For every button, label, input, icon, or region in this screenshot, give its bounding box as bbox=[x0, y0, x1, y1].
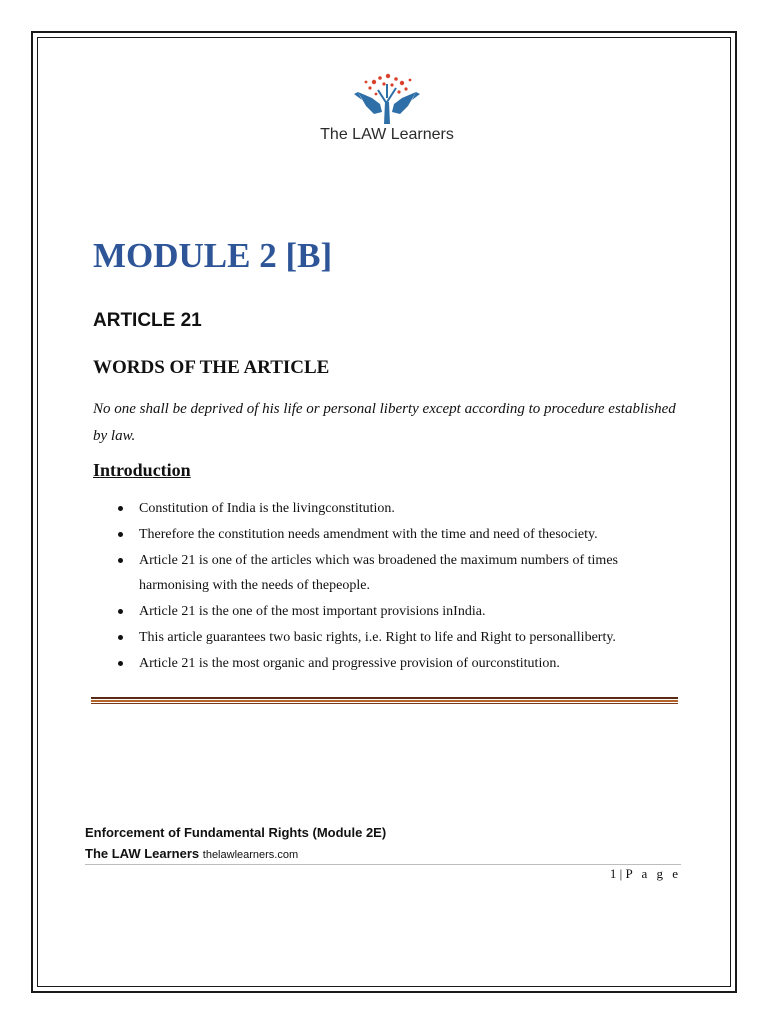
bullet-text: This article guarantees two basic rights, i.e. Right to life and Right to personalliberty. bbox=[139, 630, 616, 645]
intro-heading: Introduction bbox=[93, 460, 191, 480]
footer-module-title: Enforcement of Fundamental Rights (Module 2E) bbox=[85, 825, 387, 840]
article-title: ARTICLE 21 bbox=[93, 310, 202, 331]
section-divider bbox=[91, 700, 678, 702]
tree-hands-icon bbox=[344, 72, 430, 128]
bullet-text: Constitution of India is the livingconstitution. bbox=[139, 501, 395, 516]
bullet-icon bbox=[118, 532, 123, 537]
list-item bbox=[93, 522, 683, 547]
page-label: P a g e bbox=[625, 866, 681, 881]
words-heading: WORDS OF THE ARTICLE bbox=[93, 357, 330, 378]
bullet-icon bbox=[118, 609, 123, 614]
list-item bbox=[93, 599, 683, 624]
footer-brand: The LAW Learners bbox=[85, 846, 200, 861]
list-item bbox=[93, 548, 683, 598]
footer-brand-line bbox=[85, 845, 298, 864]
list-item bbox=[93, 625, 683, 650]
bullet-icon bbox=[118, 661, 123, 666]
section-divider bbox=[91, 697, 678, 699]
footer-site-link[interactable]: thelawlearners.com bbox=[202, 849, 299, 861]
page-number-separator: | bbox=[619, 866, 623, 881]
list-item bbox=[93, 496, 683, 521]
footer-divider bbox=[85, 864, 681, 865]
bullet-text: Article 21 is the most organic and progressive provision of ourconstitution. bbox=[139, 656, 560, 671]
bullet-text: Therefore the constitution needs amendment with the time and need of thesociety. bbox=[139, 527, 598, 542]
logo bbox=[320, 72, 454, 152]
module-title: MODULE 2 [B] bbox=[93, 236, 333, 275]
page-number bbox=[560, 866, 681, 882]
bullet-icon bbox=[118, 506, 123, 511]
bullet-text: Article 21 is one of the articles which was broadened the maximum numbers of times harmonising with the needs of thepeople. bbox=[139, 553, 618, 593]
bullet-icon bbox=[118, 558, 123, 563]
article-text: No one shall be deprived of his life or personal liberty except according to procedure established by law. bbox=[93, 401, 676, 444]
bullet-icon bbox=[118, 635, 123, 640]
list-item bbox=[93, 651, 683, 676]
page-number-value: 1 bbox=[609, 866, 617, 881]
section-divider bbox=[91, 703, 678, 704]
intro-bullet-list bbox=[93, 496, 683, 677]
bullet-text: Article 21 is the one of the most important provisions inIndia. bbox=[139, 604, 486, 619]
logo-text: The LAW Learners bbox=[320, 126, 454, 143]
